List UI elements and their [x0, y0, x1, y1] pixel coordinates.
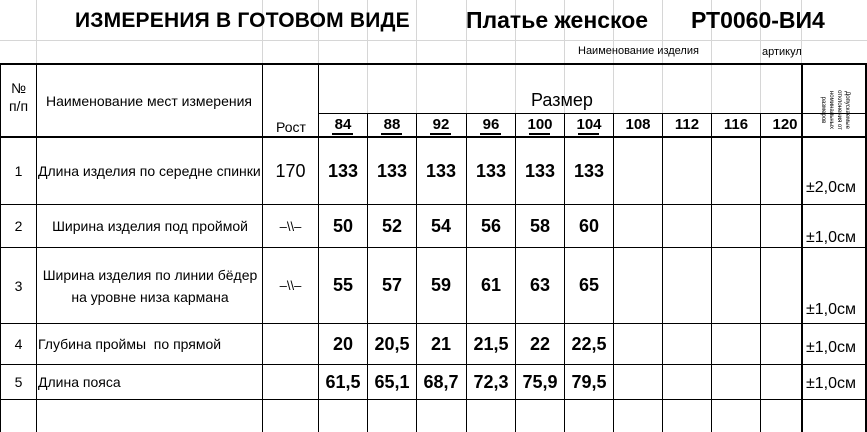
- product-name: Платье женское: [466, 7, 649, 33]
- measure-place-label: Длина пояса: [38, 374, 121, 390]
- height-value: 170: [275, 160, 306, 181]
- size-value-cell: 133: [327, 160, 359, 181]
- size-underline: [578, 133, 599, 135]
- size-value-cell: 52: [381, 215, 403, 236]
- size-value-cell: 133: [376, 160, 408, 181]
- size-value-cell: 133: [573, 160, 605, 181]
- size-value-cell: 68,7: [423, 371, 459, 392]
- size-value-cell: 54: [430, 215, 452, 236]
- grid-line: [0, 40, 867, 41]
- size-value-cell: 56: [480, 215, 502, 236]
- size-value-cell: 59: [430, 275, 452, 295]
- tolerance-value: ±1,0см: [806, 339, 857, 356]
- tolerance-value: ±1,0см: [806, 301, 857, 318]
- column-header-height: Рост: [276, 119, 306, 135]
- size-value-cell: 72,3: [473, 371, 509, 392]
- size-value-cell: 61,5: [325, 371, 361, 392]
- size-value-cell: 65: [578, 275, 600, 295]
- measure-place-label: Длина изделия по середне спинки: [38, 163, 261, 179]
- size-value-cell: 22: [529, 333, 551, 354]
- size-value-cell: 79,5: [571, 371, 607, 392]
- column-header-num: № п/п: [8, 80, 29, 114]
- table-border: [318, 113, 867, 114]
- tolerance-header-text: Допускаемые отклонения от номинальных размеров: [820, 90, 850, 130]
- size-value-cell: 60: [578, 215, 600, 236]
- size-value-cell: 50: [332, 215, 354, 236]
- column-header-measure-place: Наименование мест измерения: [46, 93, 253, 109]
- size-header-cell: 116: [723, 116, 749, 133]
- row-number: 4: [14, 336, 23, 352]
- size-value-cell: 75,9: [522, 371, 558, 392]
- table-border: [662, 114, 663, 432]
- row-number: 3: [14, 277, 23, 294]
- height-value: –\\–: [279, 278, 302, 293]
- size-underline: [430, 133, 451, 135]
- size-value-cell: 57: [381, 275, 403, 295]
- table-border: [711, 114, 712, 432]
- size-value-cell: 63: [529, 275, 551, 295]
- measure-place-label: Ширина изделия под проймой: [52, 218, 248, 234]
- size-underline: [480, 133, 501, 135]
- size-header-cell: 104: [576, 116, 602, 133]
- row-number: 5: [14, 374, 23, 390]
- document-title: ИЗМЕРЕНИЯ В ГОТОВОМ ВИДЕ: [75, 9, 410, 32]
- size-header-cell: 92: [432, 116, 450, 133]
- size-value-cell: 133: [475, 160, 507, 181]
- height-value: [263, 324, 318, 364]
- size-value-cell: 21,5: [473, 333, 509, 354]
- height-value: [263, 365, 318, 399]
- size-underline: [332, 133, 353, 135]
- size-value-cell: 20,5: [374, 333, 410, 354]
- size-header-cell: 108: [625, 116, 651, 133]
- column-header-size-group: Размер: [531, 90, 593, 110]
- row-number: 1: [14, 163, 23, 179]
- tolerance-value: ±2,0см: [806, 179, 857, 196]
- size-value-cell: 55: [332, 275, 354, 295]
- product-name-caption: Наименование изделия: [578, 45, 699, 57]
- tolerance-value: ±1,0см: [806, 375, 857, 392]
- size-underline: [381, 133, 402, 135]
- size-value-cell: 22,5: [571, 333, 607, 354]
- height-value: –\\–: [279, 218, 302, 234]
- measure-place-label: Глубина проймы по прямой: [38, 336, 222, 352]
- size-header-cell: 120: [772, 116, 798, 133]
- size-header-cell: 96: [482, 116, 500, 133]
- article-code: РТ0060-ВИ4: [691, 7, 825, 33]
- size-underline: [529, 133, 550, 135]
- table-border: [0, 63, 867, 65]
- size-value-cell: 20: [332, 333, 354, 354]
- size-value-cell: 58: [529, 215, 551, 236]
- size-value-cell: 133: [425, 160, 457, 181]
- size-value-cell: 61: [480, 275, 502, 295]
- row-number: 2: [14, 218, 23, 234]
- size-header-cell: 100: [527, 116, 553, 133]
- size-value-cell: 133: [524, 160, 556, 181]
- column-header-tolerance: [809, 70, 861, 130]
- size-value-cell: 65,1: [374, 371, 410, 392]
- article-caption: артикул: [762, 46, 802, 58]
- size-header-cell: 112: [674, 116, 700, 133]
- size-value-cell: 21: [430, 333, 452, 354]
- table-border: [0, 399, 867, 400]
- size-header-cell: 84: [334, 116, 352, 133]
- table-border: [36, 63, 37, 432]
- table-border: [760, 114, 761, 432]
- tolerance-value: ±1,0см: [806, 229, 857, 246]
- size-header-cell: 88: [383, 116, 401, 133]
- table-border: [613, 114, 614, 432]
- measure-place-label: Ширина изделия по линии бёдер на уровне низа кармана: [42, 266, 258, 305]
